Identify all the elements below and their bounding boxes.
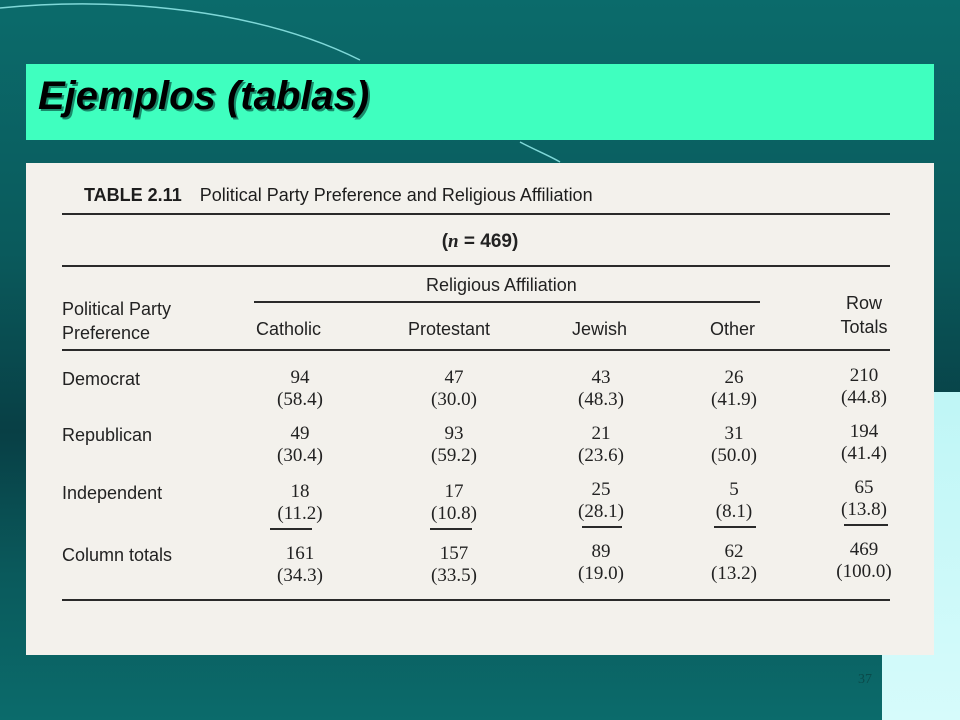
count: 94 <box>290 367 310 388</box>
percent: (41.9) <box>711 389 757 410</box>
table-caption-title: Political Party Preference and Religious Affiliation <box>199 185 593 205</box>
count: 17 <box>444 481 464 502</box>
count: 49 <box>290 423 310 444</box>
row-label-republican: Republican <box>62 425 153 445</box>
row-totals-line2: Totals <box>840 317 888 337</box>
cell-democrat-total <box>824 365 904 409</box>
count: 469 <box>849 539 879 560</box>
cell-democrat-catholic <box>260 367 340 411</box>
sum-rule-other <box>714 526 756 528</box>
cell-republican-total <box>824 421 904 465</box>
religious-affiliation-header: Religious Affiliation <box>426 275 577 295</box>
percent: (34.3) <box>277 565 323 586</box>
percent: (28.1) <box>578 501 624 522</box>
count: 31 <box>724 423 744 444</box>
cell-democrat-jewish <box>561 367 641 411</box>
count: 161 <box>285 543 315 564</box>
count: 194 <box>849 421 879 442</box>
count: 26 <box>724 367 744 388</box>
percent: (44.8) <box>841 387 887 408</box>
rule-below-n <box>62 265 890 267</box>
sample-suffix: = 469) <box>458 231 519 252</box>
cell-independent-protestant <box>414 481 494 525</box>
count: 89 <box>591 541 611 562</box>
cell-democrat-other <box>694 367 774 411</box>
col-header-jewish: Jewish <box>572 319 628 339</box>
row-label-democrat: Democrat <box>62 369 141 389</box>
sum-rule-jewish <box>582 526 622 528</box>
percent: (41.4) <box>841 443 887 464</box>
rule-below-headers <box>62 349 890 351</box>
sum-rule-protestant <box>430 528 472 530</box>
rule-bottom <box>62 599 890 601</box>
cell-totals-other <box>694 541 774 585</box>
percent: (50.0) <box>711 445 757 466</box>
cell-totals-total <box>824 539 904 583</box>
count: 210 <box>849 365 879 386</box>
slide-title: Ejemplos (tablas) <box>38 74 370 118</box>
percent: (13.2) <box>711 563 757 584</box>
count: 18 <box>290 481 310 502</box>
cell-independent-jewish <box>561 479 641 523</box>
row-label-column-totals: Column totals <box>62 545 173 565</box>
count: 157 <box>439 543 469 564</box>
count: 62 <box>724 541 744 562</box>
percent: (10.8) <box>431 503 477 524</box>
rule-top <box>62 213 890 215</box>
cell-republican-protestant <box>414 423 494 467</box>
col-header-catholic: Catholic <box>256 319 322 339</box>
table-caption-number: TABLE 2.11 <box>84 185 182 205</box>
cell-totals-protestant <box>414 543 494 587</box>
percent: (48.3) <box>578 389 624 410</box>
row-totals-header <box>834 291 894 339</box>
cell-republican-catholic <box>260 423 340 467</box>
percent: (30.4) <box>277 445 323 466</box>
percent: (19.0) <box>578 563 624 584</box>
percent: (11.2) <box>277 503 323 524</box>
row-header <box>62 297 171 345</box>
count: 21 <box>591 423 611 444</box>
percent: (58.4) <box>277 389 323 410</box>
row-header-line1: Political Party <box>62 299 172 319</box>
percent: (13.8) <box>841 499 887 520</box>
page-number: 37 <box>858 672 872 687</box>
cell-republican-jewish <box>561 423 641 467</box>
count: 93 <box>444 423 464 444</box>
cell-independent-total <box>824 477 904 521</box>
count: 47 <box>444 367 464 388</box>
cell-totals-jewish <box>561 541 641 585</box>
percent: (33.5) <box>431 565 477 586</box>
table-scan-image <box>26 163 934 655</box>
row-totals-line1: Row <box>845 293 882 313</box>
table-caption <box>84 185 593 206</box>
cell-independent-other <box>694 479 774 523</box>
count: 43 <box>591 367 611 388</box>
sample-size <box>26 231 934 253</box>
percent: (30.0) <box>431 389 477 410</box>
count: 5 <box>729 479 739 500</box>
count: 25 <box>591 479 611 500</box>
rule-affiliation <box>254 301 760 303</box>
sample-prefix: ( <box>441 231 449 252</box>
col-header-other: Other <box>710 319 756 339</box>
percent: (100.0) <box>836 561 892 582</box>
sample-var: n <box>448 231 459 252</box>
sum-rule-catholic <box>270 528 312 530</box>
cell-republican-other <box>694 423 774 467</box>
title-bar <box>26 64 934 140</box>
cell-independent-catholic <box>260 481 340 525</box>
count: 65 <box>854 477 874 498</box>
col-header-protestant: Protestant <box>408 319 491 339</box>
cell-democrat-protestant <box>414 367 494 411</box>
row-label-independent: Independent <box>62 483 163 503</box>
row-header-line2: Preference <box>62 323 151 343</box>
sum-rule-total <box>844 524 888 526</box>
percent: (59.2) <box>431 445 477 466</box>
percent: (23.6) <box>578 445 624 466</box>
cell-totals-catholic <box>260 543 340 587</box>
percent: (8.1) <box>715 501 753 522</box>
